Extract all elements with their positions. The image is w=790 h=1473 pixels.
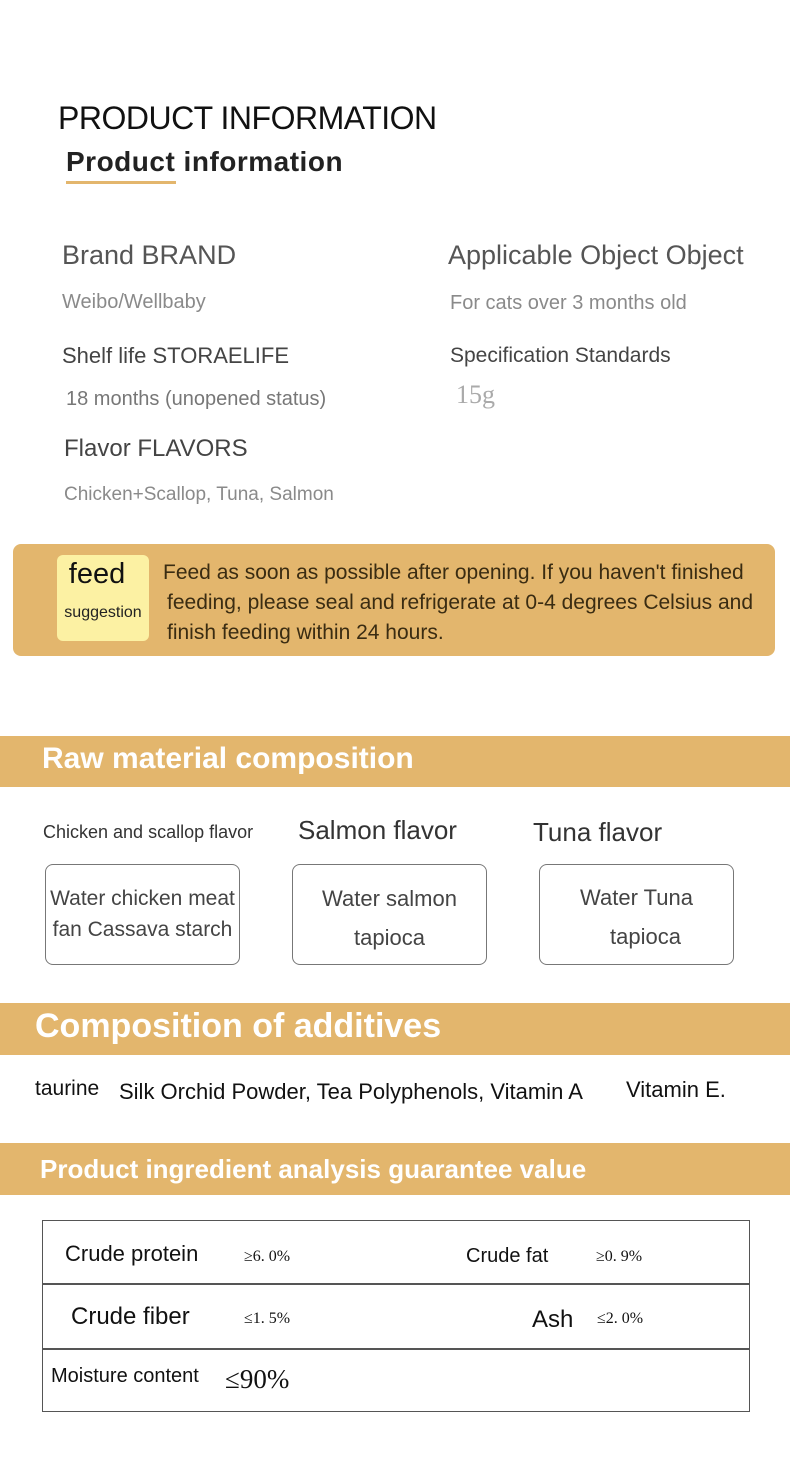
moisture-value: ≤90% [225, 1364, 290, 1394]
flavor-name-chicken: Chicken and scallop flavor [43, 822, 254, 842]
ingredient-box-salmon [292, 864, 487, 965]
crude-fat-value: ≥0. 9% [596, 1248, 643, 1265]
additive-vitamin-e: Vitamin E. [626, 1077, 726, 1102]
additive-list: Silk Orchid Powder, Tea Polyphenols, Vitamin A [119, 1079, 583, 1104]
feed-text-line: finish feeding within 24 hours. [167, 621, 444, 644]
ingredient-line: Water Tuna [580, 885, 693, 910]
crude-fat-label: Crude fat [466, 1245, 549, 1267]
spec-value: 15g [456, 380, 495, 409]
brand-value: Weibo/Wellbaby [62, 291, 206, 313]
ash-value: ≤2. 0% [597, 1310, 644, 1327]
analysis-title: Product ingredient analysis guarantee value [40, 1154, 587, 1184]
ingredient-line: tapioca [610, 924, 681, 949]
ingredient-line: fan Cassava starch [52, 918, 233, 941]
additive-taurine: taurine [35, 1077, 100, 1100]
table-divider [42, 1348, 750, 1350]
crude-protein-value: ≥6. 0% [244, 1248, 291, 1265]
feed-text-line: Feed as soon as possible after opening. If you haven't finished [163, 561, 744, 584]
page-subtitle: Product information [66, 146, 344, 177]
feed-badge-subtitle: suggestion [64, 604, 142, 621]
shelf-life-value: 18 months (unopened status) [66, 388, 327, 410]
ingredient-line: tapioca [354, 925, 425, 950]
crude-protein-label: Crude protein [65, 1241, 199, 1266]
flavor-name-salmon: Salmon flavor [298, 815, 457, 845]
table-divider [42, 1283, 750, 1285]
subtitle-underline [66, 181, 176, 184]
feed-suggestion-text [163, 558, 763, 648]
ingredient-box-chicken [45, 864, 240, 965]
feed-text-line: feeding, please seal and refrigerate at 0-4 degrees Celsius and [167, 591, 754, 614]
ingredient-box-tuna [539, 864, 734, 965]
feed-badge-title: feed [68, 558, 126, 590]
crude-fiber-label: Crude fiber [71, 1303, 190, 1330]
shelf-life-label: Shelf life STORAELIFE [62, 343, 290, 368]
ingredient-line: Water salmon [322, 886, 457, 911]
ash-label: Ash [532, 1306, 574, 1333]
object-value: For cats over 3 months old [450, 292, 687, 314]
crude-fiber-value: ≤1. 5% [244, 1310, 291, 1327]
flavor-name-tuna: Tuna flavor [533, 817, 663, 847]
flavor-label: Flavor FLAVORS [64, 435, 248, 462]
page-title: PRODUCT INFORMATION [58, 100, 437, 136]
flavor-value: Chicken+Scallop, Tuna, Salmon [64, 484, 334, 505]
ingredient-line: Water chicken meat [50, 887, 235, 910]
additives-title: Composition of additives [35, 1007, 442, 1045]
moisture-label: Moisture content [51, 1365, 199, 1387]
brand-label: Brand BRAND [62, 240, 237, 270]
spec-label: Specification Standards [450, 344, 671, 367]
object-label: Applicable Object Object [448, 240, 744, 270]
raw-material-title: Raw material composition [42, 742, 414, 775]
